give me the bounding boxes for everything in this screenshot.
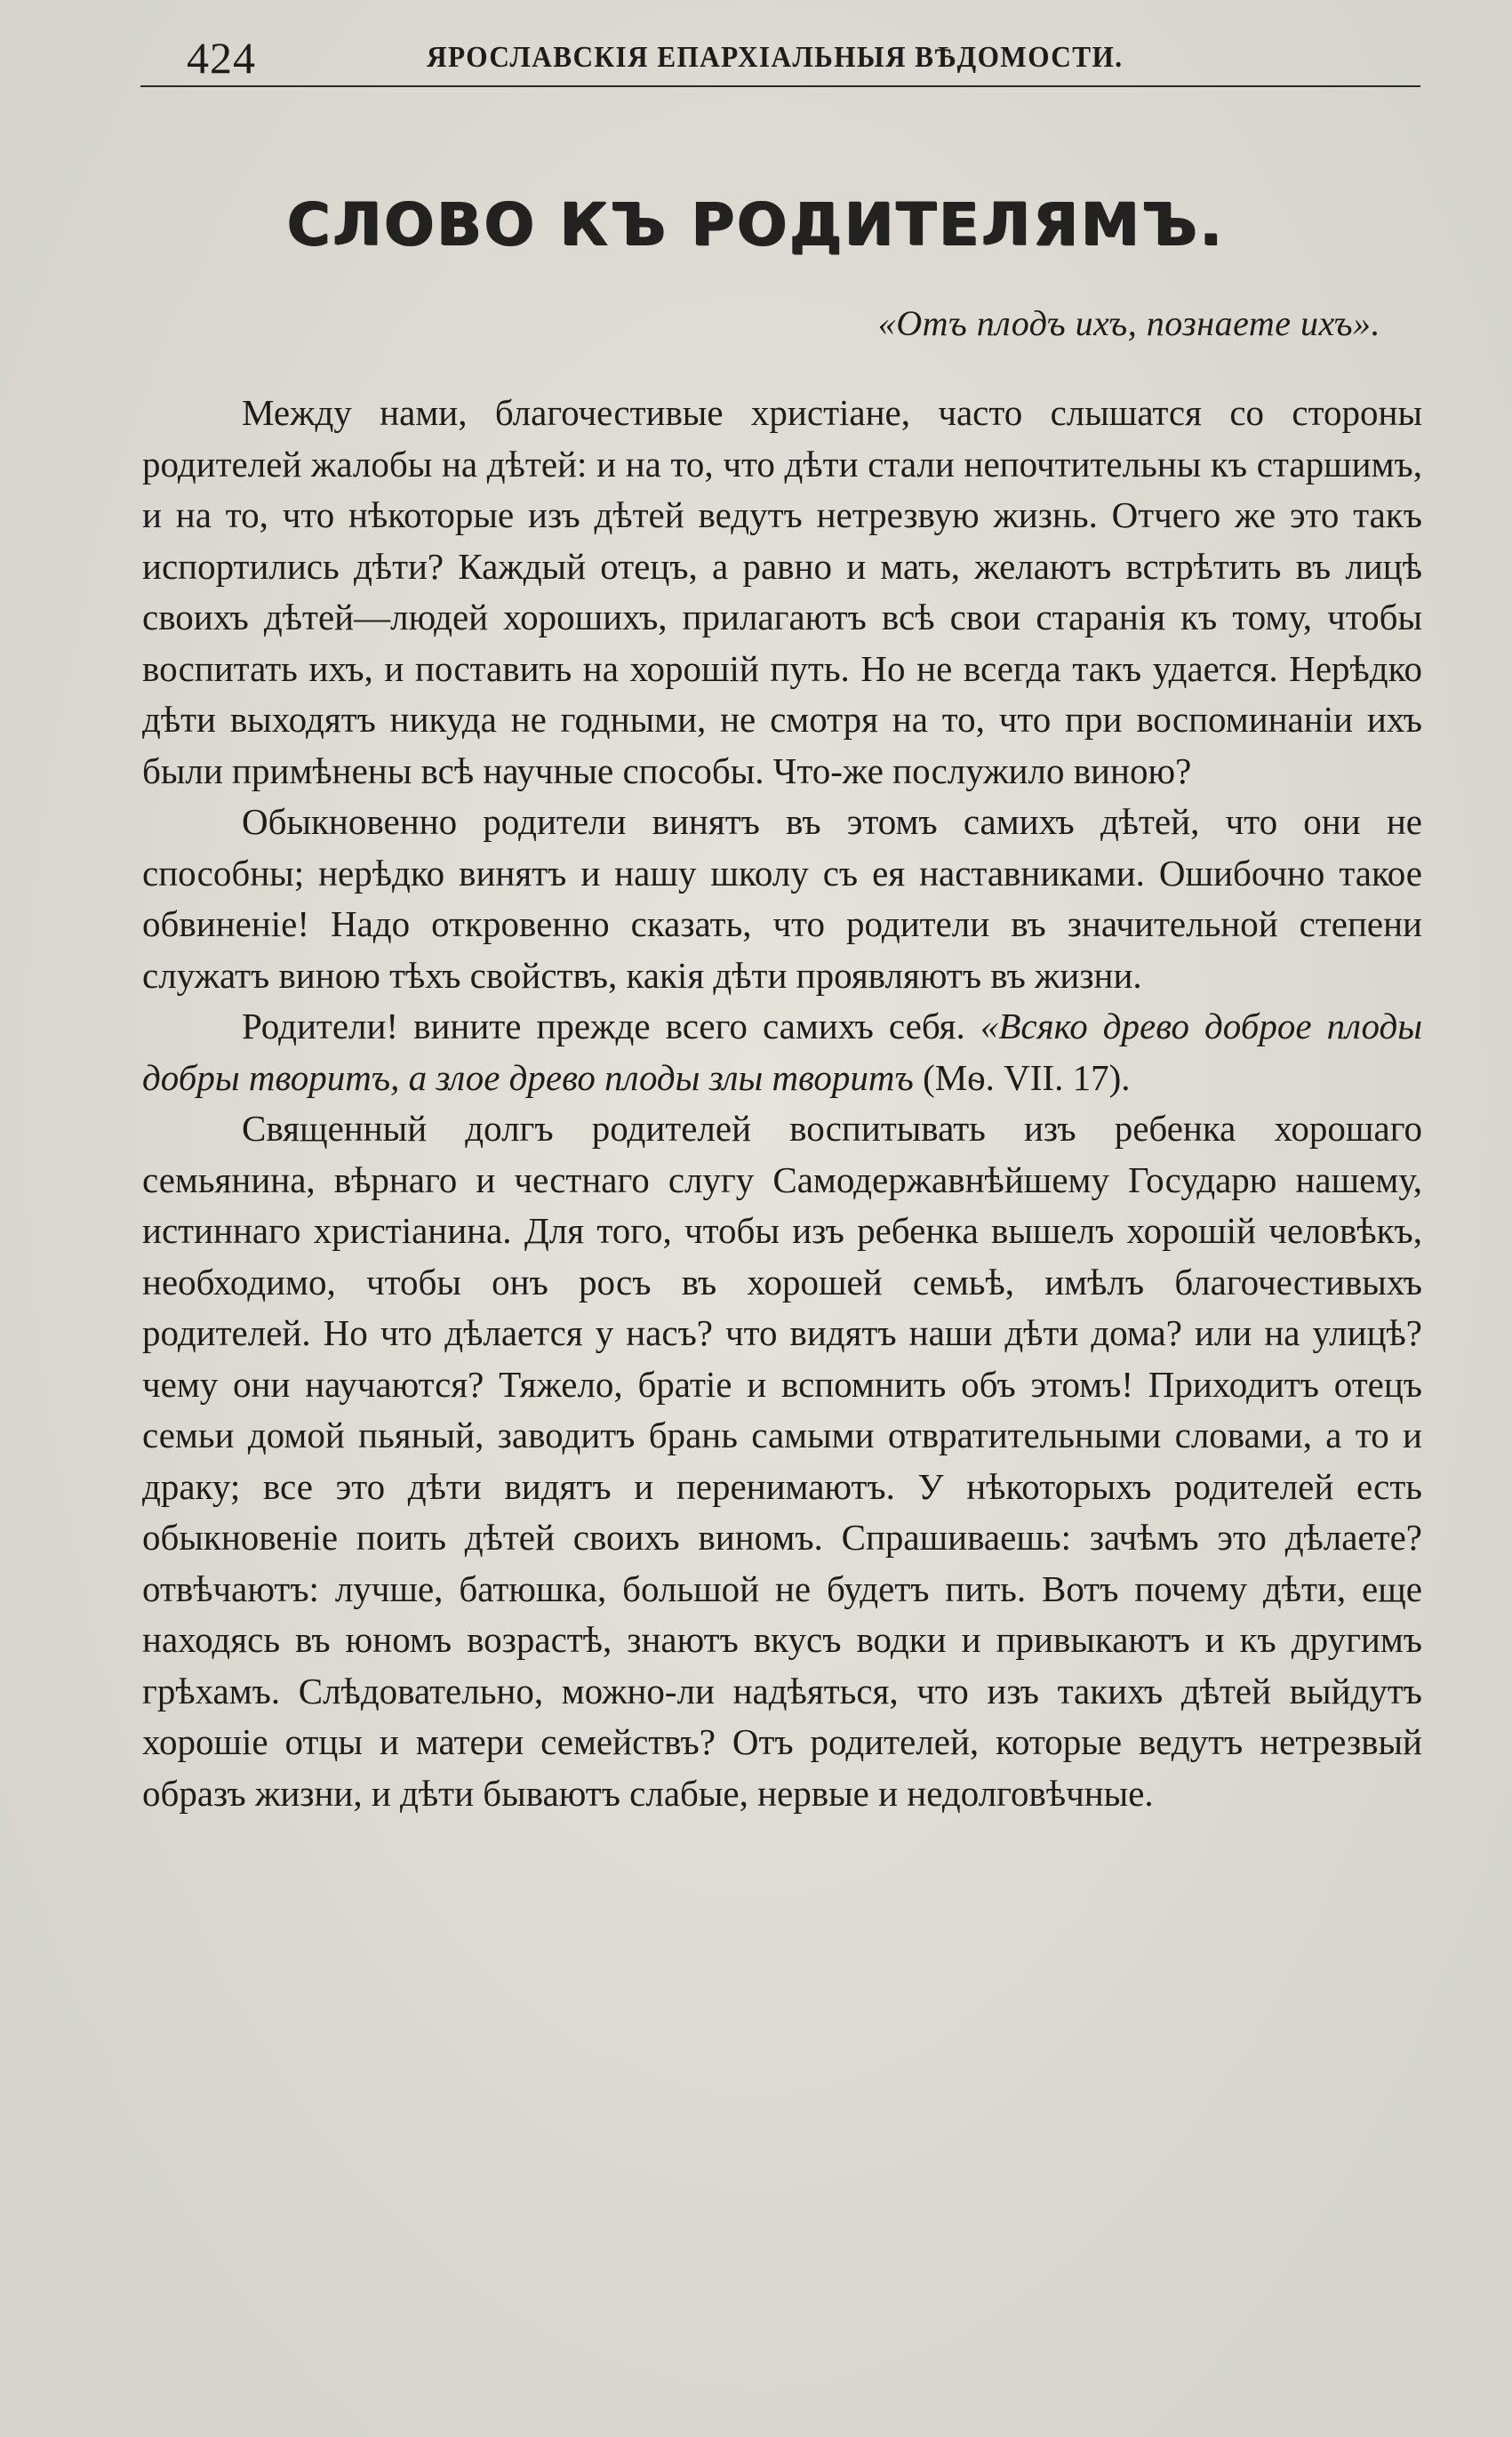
paragraph-3-quote: «Всяко древо доброе плоды добры творитъ, а злое древо плоды злы творитъ xyxy=(142,1006,1422,1098)
header-rule xyxy=(140,85,1420,87)
running-title: ЯРОСЛАВСКІЯ ЕПАРХІАЛЬНЫЯ ВѢДОМОСТИ. xyxy=(427,41,1124,74)
page-number: 424 xyxy=(187,33,256,83)
paragraph-1: Между нами, благочестивые христіане, часто слышатся со стороны родителей жалобы на дѣтей: и на то, что дѣти стали непочтительны къ старшимъ, и на то, что нѣкоторые изъ дѣтей ведутъ нетрезвую жизнь. Отчего же это такъ испортились дѣти? Каждый отецъ, а равно и мать, желаютъ встрѣтить въ лицѣ своихъ дѣтей—людей хорошихъ, прилагаютъ всѣ свои старанія къ тому, чтобы воспитать ихъ, и поставить на хорошій путь. Но не всегда такъ удается. Нерѣдко дѣти выходятъ никуда не годными, не смотря на то, что при воспоминаніи ихъ были примѣнены всѣ научные способы. Что-же послужило виною? xyxy=(142,392,1422,791)
paragraph-2: Обыкновенно родители винятъ въ этомъ самихъ дѣтей, что они не способны; нерѣдко винятъ и нашу школу съ ея наставниками. Ошибочно такое обвиненіе! Надо откровенно сказать, что родители въ значительной степени служатъ виною тѣхъ свойствъ, какія дѣти проявляютъ въ жизни. xyxy=(142,801,1422,996)
paragraph-3-lead: Родители! вините прежде всего самихъ себя. xyxy=(242,1006,980,1046)
page-header xyxy=(140,27,1420,91)
article-body xyxy=(142,388,1422,1819)
paragraph-4: Священный долгъ родителей воспитывать изъ ребенка хорошаго семьянина, вѣрнаго и честнаго слугу Самодержавнѣйшему Государю нашему, истиннаго христіанина. Для того, чтобы изъ ребенка вышелъ хорошій человѣкъ, необходимо, чтобы онъ росъ въ хорошей семьѣ, имѣлъ благочестивыхъ родителей. Но что дѣлается у насъ? что видятъ наши дѣти дома? или на улицѣ? чему они научаются? Тяжело, братіе и вспомнить объ этомъ! Приходитъ отецъ семьи домой пьяный, заводитъ брань самыми отвратительными словами, а то и драку; все это дѣти видятъ и перенимаютъ. У нѣкоторыхъ родителей есть обыкновеніе поить дѣтей своихъ виномъ. Спрашиваешь: зачѣмъ это дѣлаете? отвѣчаютъ: лучше, батюшка, большой не будетъ пить. Вотъ почему дѣти, еще находясь въ юномъ возрастѣ, знаютъ вкусъ водки и привыкаютъ и къ другимъ грѣхамъ. Слѣдовательно, можно-ли надѣяться, что изъ такихъ дѣтей выйдутъ хорошіе отцы и матери семействъ? Отъ родителей, которые ведутъ нетрезвый образъ жизни, и дѣти бываютъ слабые, нервые и недолговѣчные. xyxy=(142,1108,1422,1814)
paragraph-3-reference: (Мѳ. VII. 17). xyxy=(913,1056,1131,1098)
epigraph: «Отъ плодъ ихъ, познаете ихъ». xyxy=(877,303,1380,343)
paragraph-3 xyxy=(142,1001,1422,1103)
article-title: СЛОВО КЪ РОДИТЕЛЯМЪ. xyxy=(287,190,1225,259)
